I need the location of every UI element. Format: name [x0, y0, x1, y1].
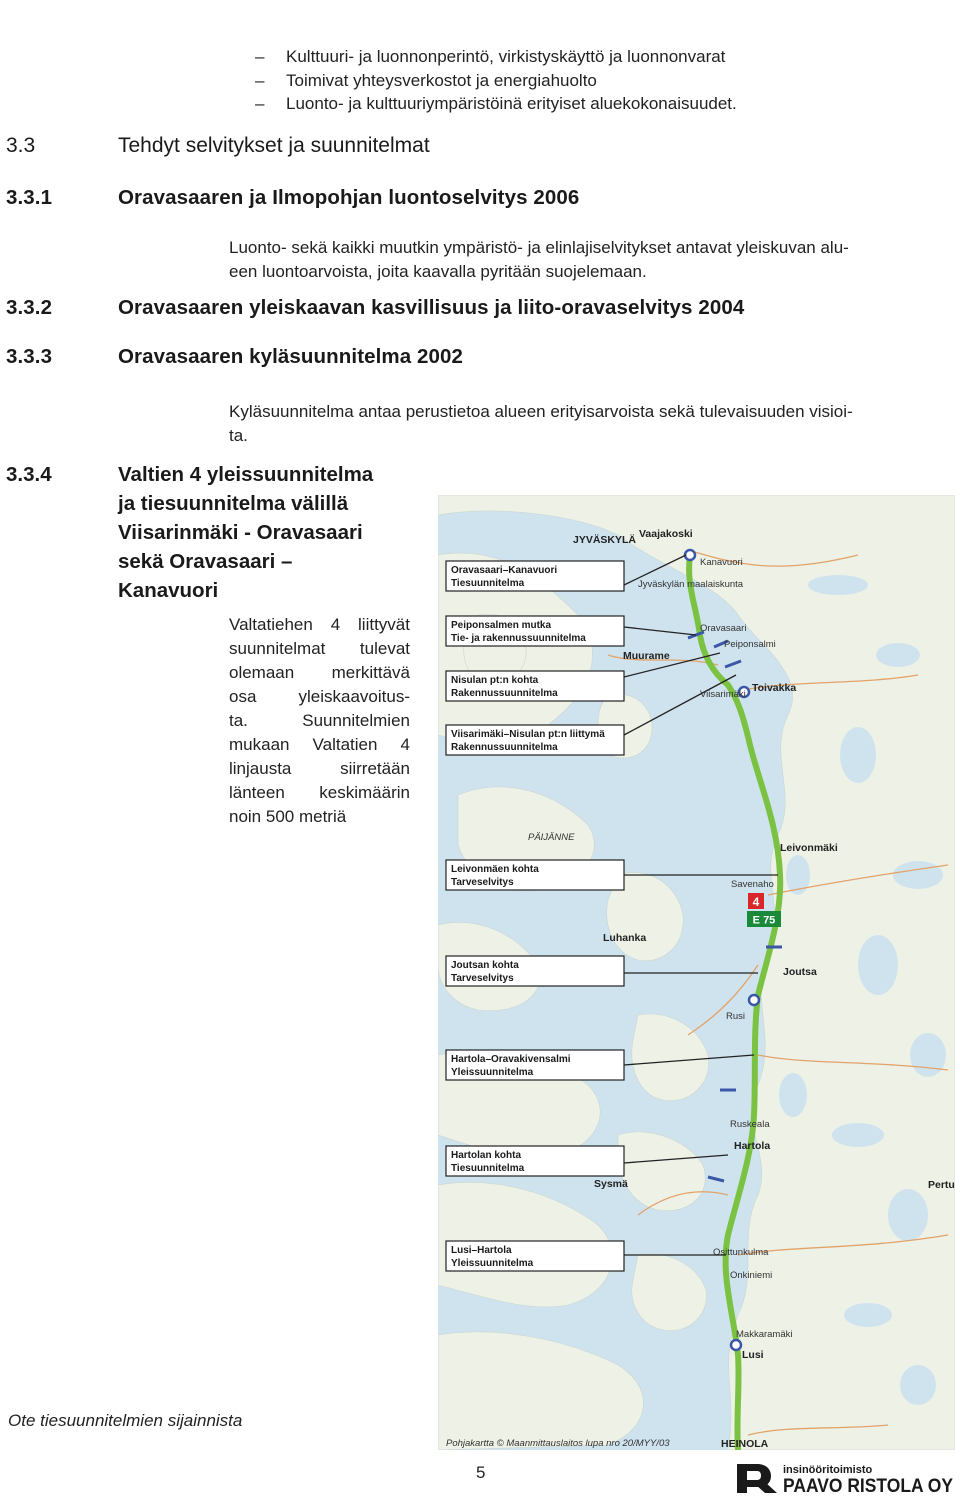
paragraph-line: Valtatiehen 4 liittyvät: [229, 615, 410, 634]
title-line: Kanavuori: [118, 579, 219, 602]
place-label: Lusi: [742, 1349, 764, 1361]
place-label: Osittunkulma: [713, 1247, 769, 1258]
place-label: JYVÄSKYLÄ: [573, 534, 637, 546]
title-line: Valtien 4 yleissuunnitelma: [118, 463, 374, 486]
place-label: Luhanka: [603, 932, 647, 944]
logo-line1: insinööritoimisto: [783, 1464, 873, 1476]
paragraph-line: ta.: [229, 426, 248, 445]
subsection-heading-333: [6, 345, 463, 369]
place-label: HEINOLA: [721, 1438, 769, 1450]
paragraph-line: Kyläsuunnitelma antaa perustietoa alueen erityisarvoista sekä tulevaisuuden visioi-: [229, 402, 853, 421]
callout-title: Viisarimäki–Nisulan pt:n liittymä: [451, 729, 605, 740]
subsection-title-334: [118, 460, 418, 605]
subsection-title: Oravasaaren kyläsuunnitelma 2002: [118, 345, 464, 368]
title-line: sekä Oravasaari –: [118, 550, 293, 573]
subsection-number: 3.3.3: [6, 345, 53, 368]
callout-subtitle: Tie- ja rakennussuunnitelma: [451, 633, 586, 644]
callout-title: Nisulan pt:n kohta: [451, 675, 539, 686]
route-map: [438, 495, 955, 1450]
paragraph-line: olemaan merkittävä: [229, 663, 410, 682]
callout-subtitle: Tiesuunnitelma: [451, 1163, 525, 1174]
paragraph-line: Luonto- sekä kaikki muutkin ympäristö- ja elinlajiselvitykset antavat yleiskuvan alu-: [229, 238, 849, 257]
callout-title: Hartola–Oravakivensalmi: [451, 1054, 571, 1065]
callout-title: Hartolan kohta: [451, 1150, 522, 1161]
place-label: Savenaho: [731, 879, 774, 890]
callout-subtitle: Tarveselvitys: [451, 877, 514, 888]
company-logo: [737, 1462, 957, 1494]
paragraph-line: linjausta siirretään: [229, 759, 410, 778]
place-label: Onkiniemi: [730, 1270, 773, 1281]
bullet-text: Toimivat yhteysverkostot ja energiahuolto: [286, 71, 597, 90]
figure-caption: Ote tiesuunnitelmien sijainnista: [8, 1411, 243, 1430]
callout-title: Joutsan kohta: [451, 960, 519, 971]
place-label: Ruskeala: [730, 1119, 770, 1130]
place-label: Sysmä: [594, 1178, 628, 1190]
title-line: ja tiesuunnitelma välillä: [118, 492, 349, 515]
callout-title: Peiponsalmen mutka: [451, 620, 552, 631]
map-copyright: Pohjakartta © Maanmittauslaitos lupa nro 20/MYY/03: [446, 1438, 670, 1449]
place-label: Peiponsalmi: [724, 639, 776, 650]
place-label: Muurame: [623, 650, 670, 662]
subsection-number-334: 3.3.4: [6, 463, 52, 486]
place-label: Pertu: [928, 1179, 955, 1191]
subsection-number: 3.3.1: [6, 186, 53, 209]
page-number: 5: [476, 1463, 486, 1482]
bullet-item: – Kulttuuri- ja luonnonperintö, virkistyskäyttö ja luonnonvarat: [255, 47, 726, 66]
callout-subtitle: Yleissuunnitelma: [451, 1258, 534, 1269]
bullet-item: – Luonto- ja kulttuuriympäristöinä erityiset aluekokonaisuudet.: [255, 94, 737, 113]
section-number: 3.3: [6, 134, 36, 157]
paragraph-line: een luontoarvoista, joita kaavalla pyritään suojelemaan.: [229, 262, 647, 281]
subsection-title: Oravasaaren ja Ilmopohjan luontoselvitys 2006: [118, 186, 580, 209]
callout-subtitle: Tarveselvitys: [451, 973, 514, 984]
shield-euro-number: E 75: [752, 914, 776, 927]
place-label: Kanavuori: [700, 557, 743, 568]
place-label: Rusi: [726, 1011, 746, 1022]
subsection-title: Oravasaaren yleiskaavan kasvillisuus ja liito-oravaselvitys 2004: [118, 296, 745, 319]
bullet-text: Kulttuuri- ja luonnonperintö, virkistyskäyttö ja luonnonvarat: [286, 47, 726, 66]
callout-subtitle: Yleissuunnitelma: [451, 1067, 534, 1078]
place-label: Hartola: [734, 1140, 771, 1152]
paragraph-334: [229, 613, 410, 829]
subsection-number: 3.3.2: [6, 296, 53, 319]
section-heading: [6, 134, 430, 158]
bullet-text: Luonto- ja kulttuuriympäristöinä erityiset aluekokonaisuudet.: [286, 94, 737, 113]
paragraph-line: osa yleiskaavoitus-: [229, 687, 410, 706]
place-label: Viisarimäki: [700, 689, 746, 700]
paragraph-line: länteen keskimäärin: [229, 783, 410, 802]
paragraph-line: ta. Suunnitelmien: [229, 711, 410, 730]
place-label: Jyväskylän maalaiskunta: [638, 579, 744, 590]
subsection-heading-332: [6, 296, 744, 320]
callout-subtitle: Rakennussuunnitelma: [451, 688, 558, 699]
callout-subtitle: Rakennussuunnitelma: [451, 742, 558, 753]
route-map-svg: [438, 495, 955, 1450]
logo-line2: PAAVO RISTOLA OY: [783, 1476, 954, 1494]
place-label: Vaajakoski: [639, 528, 693, 540]
place-label: Joutsa: [783, 966, 817, 978]
place-label: Leivonmäki: [780, 842, 838, 854]
place-label: Oravasaari: [700, 623, 747, 634]
place-label: Toivakka: [752, 682, 797, 694]
paragraph-line: suunnitelmat tulevat: [229, 639, 410, 658]
shield-road-number: 4: [752, 895, 760, 909]
paragraph-line: noin 500 metriä: [229, 807, 347, 826]
title-line: Viisarinmäki - Oravasaari: [118, 521, 363, 544]
callout-title: Leivonmäen kohta: [451, 864, 539, 875]
callout-title: Oravasaari–Kanavuori: [451, 565, 558, 576]
section-title: Tehdyt selvitykset ja suunnitelmat: [118, 134, 430, 157]
logo-mark: [737, 1462, 957, 1494]
callout-title: Lusi–Hartola: [451, 1245, 512, 1256]
subsection-heading-331: [6, 186, 579, 210]
paragraph-line: mukaan Valtatien 4: [229, 735, 410, 754]
paragraph-333: [229, 400, 951, 448]
place-label: PÄIJÄNNE: [528, 832, 575, 843]
bullet-item: – Toimivat yhteysverkostot ja energiahuolto: [255, 71, 597, 90]
paragraph-331: [229, 236, 951, 284]
place-label: Makkaramäki: [736, 1329, 793, 1340]
callout-subtitle: Tiesuunnitelma: [451, 578, 525, 589]
